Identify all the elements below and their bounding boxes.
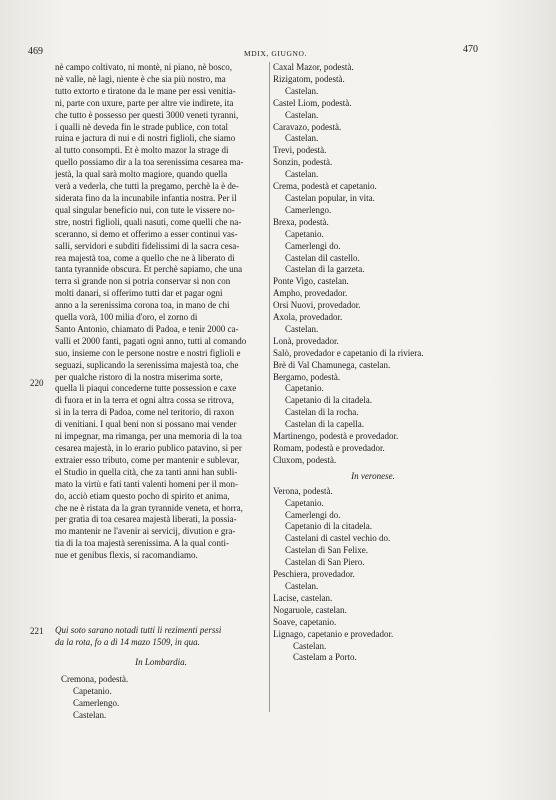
text-line: per qualche ristoro di la nostra miserima sorte,: [55, 371, 223, 382]
region-heading-lombardia: In Lombardia.: [135, 657, 187, 668]
page-number-left: 469: [28, 46, 43, 57]
section-title-line-1: Qui soto sarano notadi tutti li rezimenti perssi: [55, 625, 222, 635]
list-item: Caravazo, podestà.: [273, 121, 342, 132]
text-line: nè campo coltivato, ni montè, ni piano, nè bosco,: [55, 62, 232, 72]
text-line: cesarea majestà, in lo erario publico patavino, sì per: [55, 443, 242, 453]
margin-number-220: 220: [30, 378, 44, 388]
left-column-text: [55, 62, 267, 562]
list-item: Camerlengi do.: [285, 509, 341, 520]
list-item: Capetanio di la citadela.: [285, 395, 372, 406]
text-line: che ne è ristata da la gran tyrannide veneta, et horra,: [55, 502, 243, 513]
list-item: Capetanio.: [285, 497, 324, 508]
list-item: Cluxom, podestà.: [273, 454, 337, 465]
list-item: Trevi, podestà.: [273, 145, 327, 156]
text-line: terra sì grande non si potria conservar si non con: [55, 276, 231, 287]
text-line: suo, insieme con le persone nostre e nostri figlioli e: [55, 347, 241, 358]
text-line: verà a vederla, che tutti la pregamo, perchè la è de-: [55, 181, 239, 192]
list-item: Castelan.: [285, 133, 319, 144]
text-line: siderata fino da la incunabile infantia nostra. Per il: [55, 192, 237, 203]
list-item: Castelan di la garzeta.: [285, 264, 365, 275]
section-title-line-2: da la rota, fo a dì 14 mazo 1509, in qua.: [55, 637, 200, 648]
text-line: mato la virtù e fati tanti valenti homeni per il mon-: [55, 478, 238, 489]
text-line: do, acciò etiam questo pocho di spirito et anima,: [55, 490, 230, 501]
text-line: quello possiamo dir a la toa serenissima cesarea ma-: [55, 157, 244, 168]
list-item: Rizigatom, podestà.: [273, 73, 345, 84]
text-line: al tutto consompti. Et è molto mazor la strage di: [55, 145, 229, 156]
list-item: Axola, provedador.: [273, 312, 343, 323]
region-heading: In veronese.: [351, 470, 395, 481]
text-line: quella li piaqui concederne tutte possession e caxe: [55, 383, 237, 394]
list-item: Capetanio di la citadela.: [285, 521, 372, 532]
text-line: molti danari, si offerimo tutti dar et pagar ogni: [55, 288, 223, 299]
list-item: Castelam a Porto.: [293, 652, 357, 663]
text-line: el Studio in quella cità, che za tanti anni han subli-: [55, 466, 238, 477]
text-line: che tutto è possesso per questi 3000 veneti tyranni,: [55, 109, 239, 120]
text-line: stre, nostri figlioli, quali nasuti, come quelli che na-: [55, 216, 242, 227]
list-item: Ponte Vigo, castelan.: [273, 276, 349, 287]
list-item: Capetanio.: [285, 228, 324, 239]
list-item: Soave, capetanio.: [273, 616, 337, 627]
text-line: ruina e jactura di nui e di nostri figlioli, che siamo: [55, 133, 236, 144]
list-item: Cremona, podestà.: [61, 673, 129, 684]
text-line: nue et genibus flexis, si racomandiamo.: [55, 550, 198, 561]
list-item: Capetanio.: [285, 383, 324, 394]
list-item: Castelan.: [73, 710, 107, 721]
text-line: mo mantenir ne l'avenir ai servicij, divution e gra-: [55, 526, 236, 537]
text-line: tanta tyrannide obscura. Et perchè sapiamo, che una: [55, 264, 243, 275]
text-line: salli, servidori e subditi fidelissimi di la sacra cesa-: [55, 240, 240, 251]
list-item: Romam, podestà e provedador.: [273, 443, 385, 453]
column-divider: [269, 62, 270, 712]
list-item: Castelan di San Piero.: [285, 557, 365, 568]
list-item: Castelan di San Felixe.: [285, 545, 368, 556]
list-item: Peschiera, provedador.: [273, 569, 355, 580]
list-item: Bergamo, podestà.: [273, 371, 341, 382]
text-line: di fuora et in la terra et ogni altra cossa se ritrova,: [55, 395, 234, 406]
list-item: Lonà, provedador.: [273, 335, 339, 346]
list-item: Castelan.: [285, 580, 319, 591]
text-line: jestà, la qual sarà molto magiore, quando quella: [55, 169, 228, 180]
list-item: Brexa, podestà.: [273, 216, 329, 227]
text-line: anno a la serenissima corona toa, in mano de chi: [55, 300, 230, 311]
text-line: sceranno, si demo et offerimo a esser continui vas-: [55, 228, 238, 239]
list-item: Castelan.: [285, 169, 319, 180]
list-item: Camerlengo.: [285, 204, 332, 215]
text-line: nè valle, nè lagi, niente è che sia più nostro, ma: [55, 73, 226, 84]
text-line: valli et 2000 fanti, pagati ogni anno, tutti al comando: [55, 335, 247, 346]
text-line: qual singular beneficio nui, con tute le vissere no-: [55, 204, 235, 215]
list-item: Castel Liom, podestà.: [273, 97, 352, 108]
list-item: Camerlengo.: [73, 698, 120, 709]
page-number-right: 470: [463, 44, 478, 55]
list-item: Castelan.: [285, 323, 319, 334]
list-item: Camerlengi do.: [285, 240, 341, 251]
text-line: per gratia di toa cesarea majestà liberati, la possia-: [55, 514, 237, 525]
text-line: extraier esso tributo, come per mantenir e sublevar,: [55, 454, 240, 465]
list-item: Salò, provedador e capetanio di la riviera.: [273, 347, 424, 358]
list-item: Castelan dil castello.: [285, 252, 360, 263]
list-item: Castelan di la capella.: [285, 419, 364, 430]
margin-number-221: 221: [30, 626, 44, 636]
text-line: quella vorà, 100 milia d'oro, el zorno di: [55, 312, 198, 323]
running-head: MDIX, GIUGNO.: [244, 49, 308, 58]
list-item: Castelani di castel vechio do.: [285, 533, 391, 544]
list-item: Lacise, castelan.: [273, 592, 333, 603]
list-item: Verona, podestà.: [273, 485, 333, 496]
list-item: Orsi Nuovi, provedador.: [273, 300, 361, 311]
list-item: Sonzin, podestà.: [273, 157, 333, 168]
list-item: Castelan popular, in vita.: [285, 192, 375, 203]
list-item: Caxal Mazor, podestà.: [273, 62, 354, 72]
text-line: seguazi, suplicando la serenissima majestà toa, che: [55, 359, 239, 370]
text-line: tia di la toa majestà serenissima. A la qual conti-: [55, 538, 229, 549]
list-item: Castelan.: [285, 85, 319, 96]
list-item: Brè di Val Chamunega, castelan.: [273, 359, 391, 370]
text-line: Santo Antonio, chiamato di Padoa, e tenir 2000 ca-: [55, 323, 239, 334]
right-column-list: [273, 62, 473, 664]
list-item: Capetanio.: [73, 685, 112, 696]
text-line: sì in la terra di Padoa, come nel teritorio, di raxon: [55, 407, 234, 418]
list-item: Castelan.: [285, 109, 319, 120]
list-item: Crema, podestà et capetanio.: [273, 181, 377, 192]
text-line: di venitiani. I qual beni non si possano mai vender: [55, 419, 237, 430]
text-line: ni impegnar, ma rimanga, per una memoria di la toa: [55, 431, 242, 442]
text-line: rea majestà toa, come a quello che ne à liberato di: [55, 252, 235, 263]
section-221: [55, 624, 267, 721]
list-item: Castelan.: [293, 640, 327, 651]
list-item: Nogaruole, castelan.: [273, 604, 347, 615]
text-line: i qualli nè deveda fin le strade publice, con total: [55, 121, 228, 132]
text-line: ni, parte con uxure, parte per altre vie indirete, ita: [55, 97, 234, 108]
list-item: Castelan di la rocha.: [285, 407, 359, 418]
list-item: Martinengo, podestà e provedador.: [273, 431, 399, 442]
list-item: Ampho, provedador.: [273, 288, 348, 299]
list-item: Lignago, capetanio e provedador.: [273, 628, 394, 639]
text-line: tutto extorto e tiratone da le mane per essi venitia-: [55, 85, 236, 96]
